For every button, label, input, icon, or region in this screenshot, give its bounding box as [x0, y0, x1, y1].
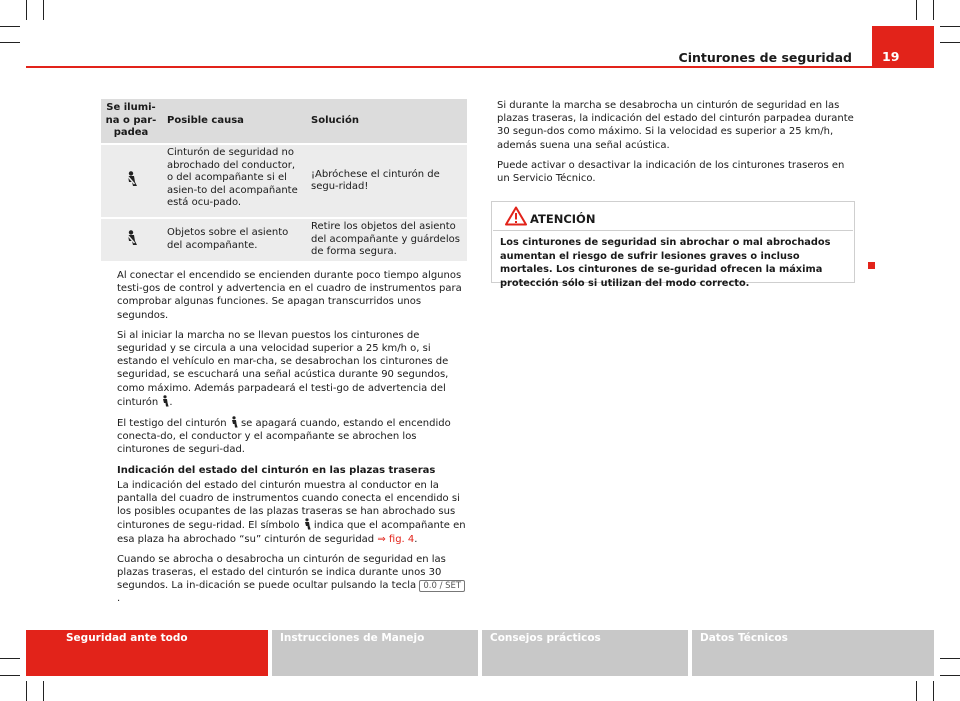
paragraph: [117, 553, 467, 606]
warning-divider: [493, 230, 853, 231]
paragraph: Puede activar o desactivar la indicación de los cinturones traseros en un Servicio Técnico.: [497, 159, 845, 185]
paragraph-text: El testigo del cinturón: [117, 418, 227, 430]
crop-mark: [43, 0, 44, 20]
figure-link[interactable]: ⇒ fig. 4: [377, 533, 415, 545]
left-column: [117, 269, 467, 613]
column-header-cause: Posible causa: [161, 99, 305, 144]
seatbelt-icon: [303, 518, 311, 530]
paragraph: Si durante la marcha se desabrocha un cinturón de seguridad en las plazas traseras, la indicación del estado del cinturón parpadea durante 30 segun-dos como máximo. Si la velocidad es superior a 25 km/h, además suena una señal acústica.: [497, 100, 854, 151]
solution-cell: Retire los objetos del asiento del acompañante y guárdelos de forma segura.: [305, 218, 467, 262]
seatbelt-warning-icon: [101, 218, 161, 262]
crop-mark: [940, 675, 960, 676]
paragraph: [117, 479, 467, 546]
column-header-solution: Solución: [305, 99, 467, 144]
paragraph: [117, 329, 467, 409]
crop-mark: [0, 658, 20, 659]
footer-tab-seguridad[interactable]: Seguridad ante todo: [26, 630, 268, 676]
header-rule: [26, 66, 872, 68]
crop-mark: [940, 658, 960, 659]
crop-mark: [43, 681, 44, 701]
section-end-mark: [868, 262, 875, 269]
footer-tab-datos[interactable]: Datos Técnicos: [692, 630, 934, 676]
paragraph-text: .: [117, 593, 121, 605]
paragraph-text: La indicación del estado del cinturón muestra al conductor en la pantalla del cuadro de instrumentos cuando conecta el encendido si los posibles ocupantes de las plazas traseras se han abrochado sus cinturones de segu-ridad. El símbolo: [117, 479, 460, 532]
crop-mark: [0, 675, 20, 676]
cause-cell: Cinturón de seguridad no abrochado del conductor, o del acompañante si el asien-to del acompañante está ocu-pado.: [161, 144, 305, 218]
crop-mark: [933, 0, 934, 20]
set-key-label: 0.0 / SET: [419, 580, 465, 592]
paragraph-text: .: [414, 533, 418, 545]
subheading: Indicación del estado del cinturón en las plazas traseras: [117, 464, 436, 476]
paragraph: Al conectar el encendido se encienden durante poco tiempo algunos testi-gos de control y advertencia en el cuadro de instrumentos para comprobar algunas funciones. Se apagan transcurridos unos segundos.: [117, 270, 462, 321]
paragraph: [117, 416, 467, 457]
crop-mark: [940, 26, 960, 27]
seatbelt-icon: [230, 416, 238, 428]
paragraph-text: indica que el acompañante en esa plaza ha abrochado “su” cinturón de seguridad: [117, 520, 466, 545]
section-title: Cinturones de seguridad: [678, 50, 852, 65]
warning-light-table: [101, 99, 467, 263]
paragraph-text: Cuando se abrocha o desabrocha un cinturón de seguridad en las plazas traseras, el estado del cinturón se indica durante unos 30 segundos. La in-dicación se puede ocultar pulsando la tecla: [117, 553, 446, 592]
cause-cell: Objetos sobre el asiento del acompañante.: [161, 218, 305, 262]
footer-tab-consejos[interactable]: Consejos prácticos: [482, 630, 688, 676]
crop-mark: [26, 0, 27, 20]
seatbelt-warning-icon: [101, 144, 161, 218]
solution-cell: ¡Abróchese el cinturón de segu-ridad!: [305, 144, 467, 218]
crop-mark: [0, 26, 20, 27]
crop-mark: [933, 681, 934, 701]
crop-mark: [26, 681, 27, 701]
crop-mark: [0, 42, 20, 43]
paragraph-text: se apagará cuando, estando el encendido conecta-do, el conductor y el acompañante se abrochen los cinturones de seguri-dad.: [117, 418, 451, 456]
paragraph-text: .: [169, 396, 173, 408]
right-column: [497, 99, 855, 192]
warning-title: ATENCIÓN: [530, 212, 596, 226]
crop-mark: [940, 42, 960, 43]
paragraph-text: Si al iniciar la marcha no se llevan puestos los cinturones de seguridad y se circula a una velocidad superior a 25 km/h o, si estando el vehículo en mar-cha, se desabrochan los cinturones de seguridad, se escuchará una señal acústica durante 90 segundos, como máximo. Además parpadeará el testi-go de advertencia del cinturón: [117, 329, 449, 408]
table-header-row: [101, 99, 467, 144]
crop-mark: [916, 0, 917, 20]
warning-text: Los cinturones de seguridad sin abrochar o mal abrochados aumentan el riesgo de sufrir lesiones graves o incluso mortales. Los cinturones de se-guridad ofrecen la máxima protección sólo si utilizan del modo correcto.: [500, 237, 831, 289]
page-number: 19: [872, 26, 934, 68]
table-row: [101, 144, 467, 218]
table-row: [101, 218, 467, 262]
column-header-lights: Se ilumi- na o par- padea: [101, 99, 161, 144]
footer-tab-instrucciones[interactable]: Instrucciones de Manejo: [272, 630, 478, 676]
warning-triangle-icon: [505, 206, 527, 226]
crop-mark: [916, 681, 917, 701]
